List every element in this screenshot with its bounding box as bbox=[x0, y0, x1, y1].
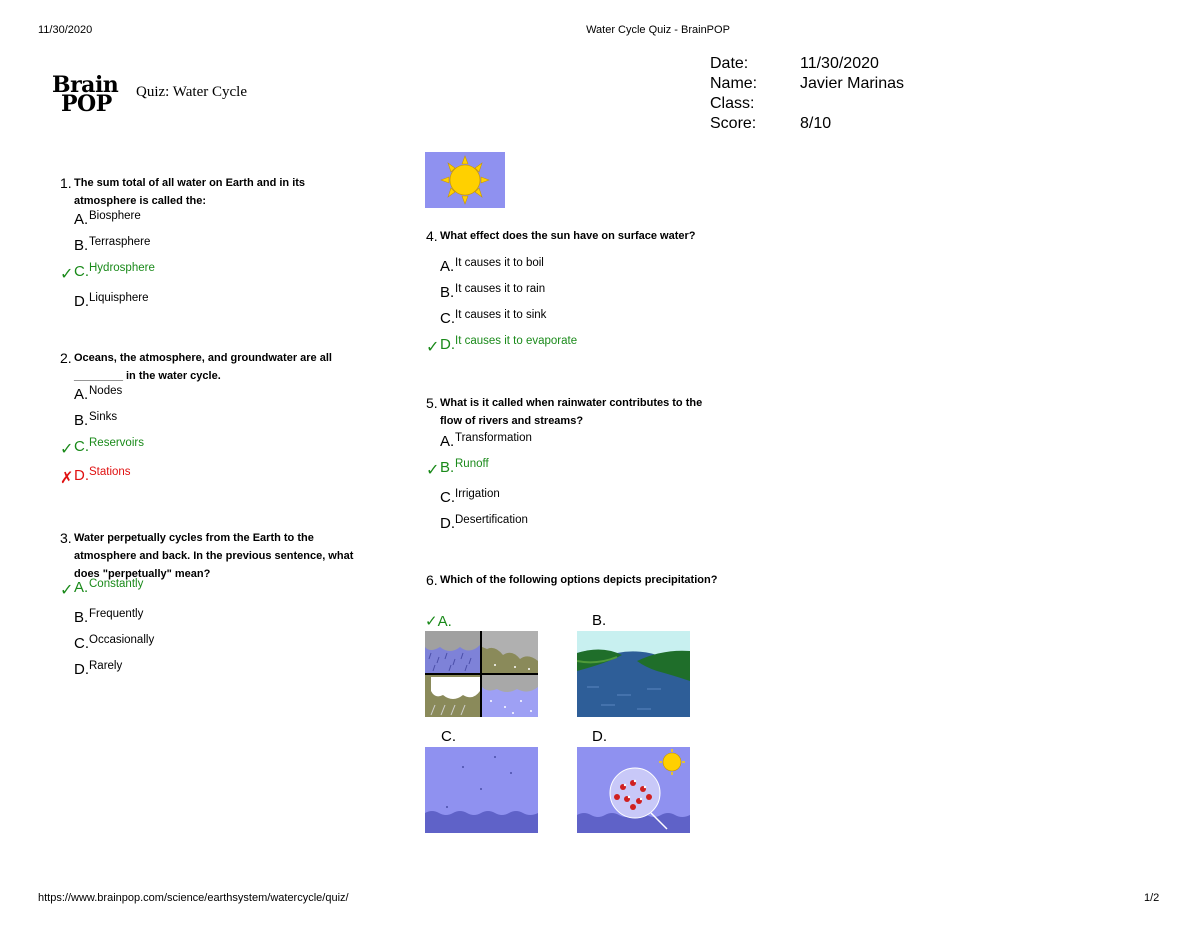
question-5 bbox=[426, 393, 726, 532]
sun-image bbox=[425, 152, 505, 208]
question-1 bbox=[60, 173, 360, 310]
info-date-row: Date: 11/30/2020 bbox=[710, 55, 879, 72]
check-icon: ✓ bbox=[60, 441, 74, 458]
question-text: Oceans, the atmosphere, and groundwater are all ________ in the water cycle. bbox=[74, 352, 332, 382]
option-a: A. Nodes bbox=[74, 385, 123, 403]
option-b-label: B. bbox=[592, 612, 607, 629]
question-number: 3. bbox=[60, 530, 72, 546]
option-c-label: C. bbox=[441, 728, 456, 745]
option-a: A. Transformation bbox=[440, 432, 532, 450]
check-icon: ✓ bbox=[425, 613, 438, 630]
print-date: 11/30/2020 bbox=[38, 24, 93, 36]
option-c: C. It causes it to sink bbox=[440, 309, 547, 327]
option-b: B. It causes it to rain bbox=[440, 283, 546, 301]
question-3 bbox=[60, 528, 360, 678]
question-number: 1. bbox=[60, 175, 72, 191]
question-number: 6. bbox=[426, 572, 438, 588]
question-text: Water perpetually cycles from the Earth to the atmosphere and back. In the previous sentence, what does "perpetually" mean? bbox=[74, 532, 354, 580]
question-6 bbox=[426, 570, 726, 588]
option-d: D. Liquisphere bbox=[74, 292, 149, 310]
check-icon: ✓ bbox=[60, 266, 74, 283]
option-b: B. Sinks bbox=[74, 411, 118, 429]
info-score-row: Score: 8/10 bbox=[710, 115, 832, 132]
option-c: ✓ C. Reservoirs bbox=[60, 437, 144, 458]
option-c: ✓ C. Hydrosphere bbox=[60, 262, 155, 283]
river-image bbox=[577, 631, 690, 717]
question-text: What is it called when rainwater contributes to the flow of rivers and streams? bbox=[440, 397, 703, 427]
option-d: D. Rarely bbox=[74, 660, 123, 678]
precipitation-image bbox=[425, 631, 538, 717]
student-info bbox=[710, 54, 904, 134]
print-url: https://www.brainpop.com/science/earthsystem/watercycle/quiz/ bbox=[38, 892, 349, 904]
evaporation-image bbox=[577, 747, 690, 833]
option-b: B. Terrasphere bbox=[74, 236, 151, 254]
info-name-row: Name: Javier Marinas bbox=[710, 75, 905, 92]
print-title: Water Cycle Quiz - BrainPOP bbox=[586, 24, 730, 36]
question-text: Which of the following options depicts precipitation? bbox=[440, 574, 718, 586]
option-a: ✓ A. Constantly bbox=[60, 578, 144, 599]
quiz-title: Quiz: Water Cycle bbox=[136, 84, 247, 100]
question-2 bbox=[60, 348, 360, 487]
option-b: B. Frequently bbox=[74, 608, 144, 626]
option-a: A. It causes it to boil bbox=[440, 257, 544, 275]
option-c: C. Occasionally bbox=[74, 634, 155, 652]
option-a: A. Biosphere bbox=[74, 210, 141, 228]
check-icon: ✓ bbox=[60, 582, 74, 599]
option-c: C. Irrigation bbox=[440, 488, 500, 506]
check-icon: ✓ bbox=[426, 462, 440, 479]
option-d: ✗ D. Stations bbox=[60, 466, 131, 487]
info-class-row: Class: bbox=[710, 95, 755, 112]
option-d: D. Desertification bbox=[440, 514, 528, 532]
question-number: 5. bbox=[426, 395, 438, 411]
option-d: ✓ D. It causes it to evaporate bbox=[426, 335, 578, 356]
cross-icon: ✗ bbox=[60, 470, 74, 487]
question-number: 4. bbox=[426, 228, 438, 244]
question-number: 2. bbox=[60, 350, 72, 366]
brainpop-logo: Brain POP bbox=[52, 72, 119, 117]
water-surface-image bbox=[425, 747, 538, 833]
option-d-label: D. bbox=[592, 728, 607, 745]
option-a-label: ✓A. bbox=[425, 613, 452, 630]
question-text: The sum total of all water on Earth and in its atmosphere is called the: bbox=[74, 177, 306, 207]
option-b: ✓ B. Runoff bbox=[426, 458, 489, 479]
print-page-number: 1/2 bbox=[1144, 892, 1160, 904]
question-4 bbox=[426, 226, 726, 356]
question-text: What effect does the sun have on surface water? bbox=[440, 230, 696, 242]
check-icon: ✓ bbox=[426, 339, 440, 356]
